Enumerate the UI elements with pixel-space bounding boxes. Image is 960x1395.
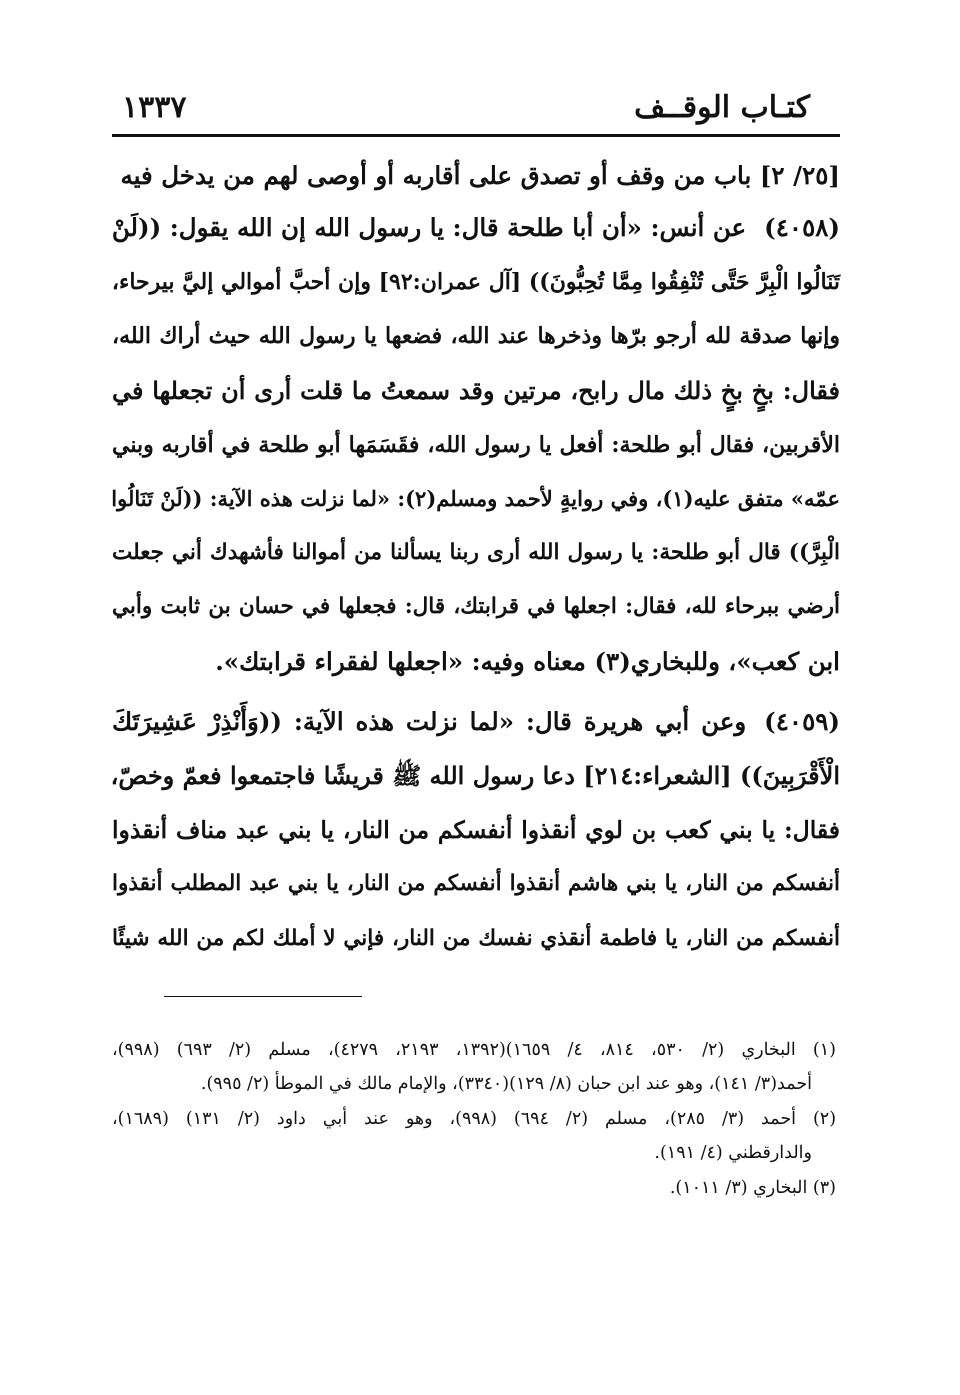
hadith-number: (٤٠٥٨) [764,213,840,242]
hadith-4058-line-1 [112,201,840,255]
footnote-2: (٢) أحمد (٣/ ٢٨٥)، مسلم (٢/ ٦٩٤) (٩٩٨)، وهو عند أبي داود (٢/ ١٣١) (١٦٨٩)، [112,1108,837,1129]
chapter-heading: [٢٥/ ٢] باب من وقف أو تصدق على أقاربه أو أوصى لهم من يدخل فيه [120,161,840,190]
hadith-4058-line-4: فقال: بخٍ بخٍ ذلك مال رابح، مرتين وقد سمعتُ ما قلت أرى أن تجعلها في [112,375,840,405]
footnote-1: (١) البخاري (٢/ ٥٣٠، ٨١٤، ٤/ ١٦٥٩)(١٣٩٢، ٢١٩٣، ٤٢٧٩)، مسلم (٢/ ٦٩٣) (٩٩٨)، [112,1039,836,1060]
hadith-4058-line-8: أرضي ببرحاء لله، فقال: اجعلها في قرابتك، قال: فجعلها في حسان بن ثابت وأبي [112,594,840,620]
hadith-text: عن أنس: «أن أبا طلحة قال: يا رسول الله إن الله يقول: ((لَنْ [111,213,747,242]
hadith-4058-line-5: الأقربين، فقال أبو طلحة: أفعل يا رسول الله، فقَسَمَها أبو طلحة في أقاربه وبني [112,431,840,458]
hadith-4059-line-2: الْأَقْرَبِينَ)) [الشعراء:٢١٤] دعا رسول الله ﷺ قريشًا فاجتمعوا فعمّ وخصّ، [110,761,840,791]
book-page [112,88,840,1205]
footnote-2-continued: والدارقطني (٤/ ١٩١). [654,1143,812,1164]
footnote-1-continued: أحمد(٣/ ١٤١)، وهو عند ابن حبان (٨/ ١٢٩)(٣٣٤٠)، والإمام مالك في الموطأ (٢/ ٩٩٥). [200,1074,812,1095]
hadith-4058-line-2: تَنَالُوا الْبِرَّ حَتَّى تُنْفِقُوا مِمَّا تُحِبُّونَ)) [آل عمران:٩٢] وإن أحبَّ أموالي إليَّ بيرحاء، [111,269,840,296]
page-number: ١٣٣٧ [122,90,187,125]
hadith-4059-line-5: أنفسكم من النار، يا فاطمة أنقذي نفسك من النار، فإني لا أملك لكم من الله شيئًا [112,925,840,951]
footnotes [112,1033,840,1206]
book-title: كتـاب الوقــف [634,90,810,125]
hadith-4058 [112,201,840,689]
hadith-4058-line-7: الْبِرَّ)) قال أبو طلحة: يا رسول الله أرى ربنا يسألنا من أموالنا فأشهدك أني جعلت [112,540,840,566]
hadith-text: وعن أبي هريرة قال: «لما نزلت هذه الآية: ((وَأَنْذِرْ عَشِيرَتَكَ [112,706,747,736]
hadith-4059-line-1 [112,695,840,749]
footnote-3: (٣) البخاري (٣/ ١٠١١). [669,1177,836,1198]
hadith-4059 [112,695,840,966]
page-header [112,88,840,137]
hadith-4059-line-4: أنفسكم من النار، يا بني هاشم أنقذوا أنفسكم من النار، يا بني عبد المطلب أنقذوا [112,871,840,897]
hadith-4058-line-9: ابن كعب»، وللبخاري(٣) معناه وفيه: «اجعلها لفقراء قرابتك». [215,646,840,676]
hadith-4058-line-3: وإنها صدقة لله أرجو برّها وذخرها عند الله، فضعها يا رسول الله حيث أراك الله، [112,323,840,350]
hadith-4058-line-6: عمّه» متفق عليه(١)، وفي روايةٍ لأحمد ومسلم(٢): «لما نزلت هذه الآية: ((لَنْ تَنَالُوا [111,486,840,512]
hadith-number: (٤٠٥٩) [764,706,840,736]
footnote-divider [164,996,362,997]
hadith-4059-line-3: فقال: يا بني كعب بن لوي أنقذوا أنفسكم من النار، يا بني عبد مناف أنقذوا [112,816,840,845]
